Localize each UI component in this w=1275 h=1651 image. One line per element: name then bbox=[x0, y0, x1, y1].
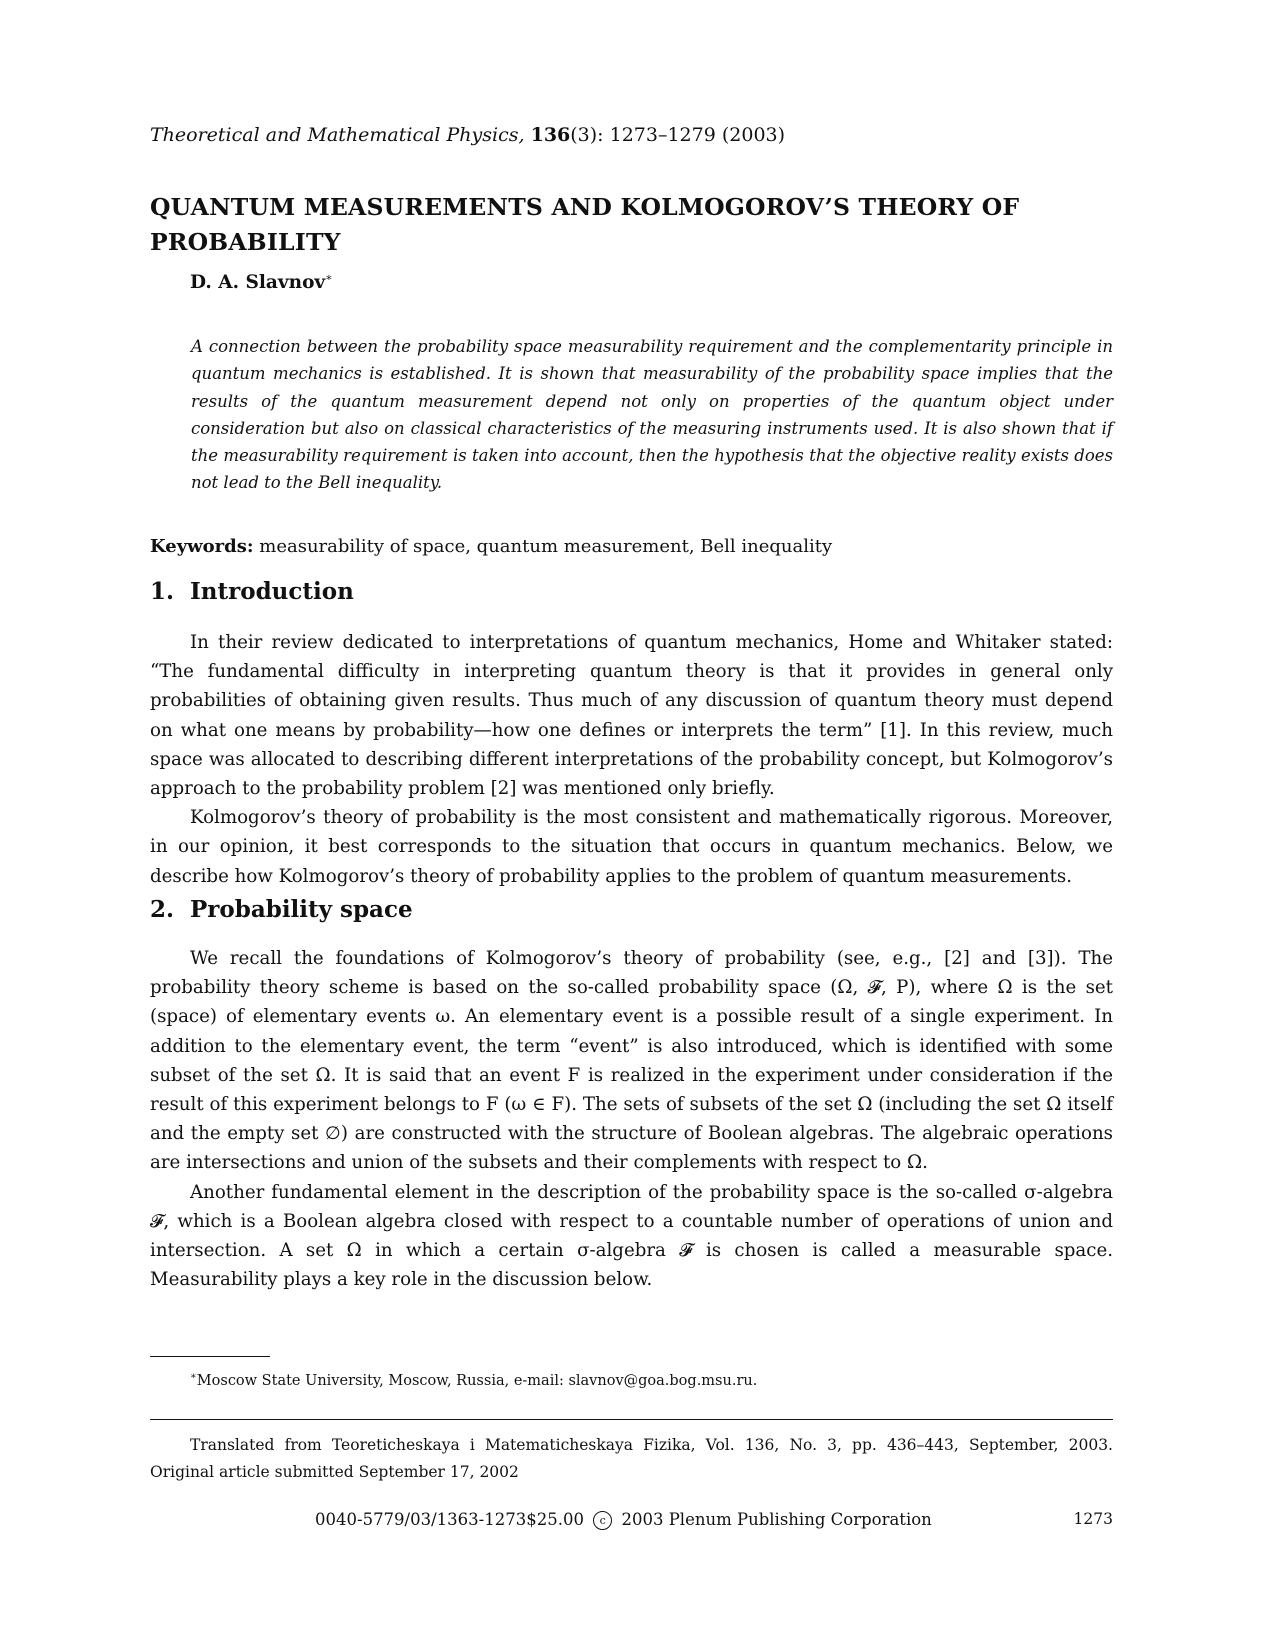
paragraph: Another fundamental element in the description of the probability space is the so-called σ-algebra 𝓕, which is a Boolean algebra closed with respect to a countable number of operations of union and intersection. A set Ω in which a certain σ-algebra 𝓕 is chosen is called a measurable space. Measurability plays a key role in the discussion below. bbox=[150, 1181, 1113, 1291]
keywords-text: measurability of space, quantum measurement, Bell inequality bbox=[259, 536, 833, 557]
section-title: Introduction bbox=[190, 578, 354, 605]
translation-divider bbox=[150, 1419, 1113, 1420]
section-heading-introduction bbox=[150, 578, 354, 605]
paragraph: We recall the foundations of Kolmogorov’s theory of probability (see, e.g., [2] and [3]). The probability theory scheme is based on the so-called probability space (Ω, 𝓕, P), where Ω is the set (space) of elementary events ω. An elementary event is a possible result of a single experiment. In addition to the elementary event, the term “event” is also introduced, which is identified with some subset of the set Ω. It is said that an event F is realized in the experiment under consideration if the result of this experiment belongs to F (ω ∈ F). The sets of subsets of the set Ω (including the set Ω itself and the empty set ∅) are constructed with the structure of Boolean algebras. The algebraic operations are intersections and union of the subsets and their complements with respect to Ω. bbox=[150, 948, 1113, 1174]
author-name: D. A. Slavnov bbox=[190, 272, 326, 294]
footnote-mark: ∗ bbox=[190, 1371, 197, 1382]
keywords bbox=[150, 536, 832, 557]
section-probability-space-body bbox=[150, 944, 1113, 1294]
journal-issue: (3): 1273–1279 (2003) bbox=[570, 124, 786, 146]
journal-volume: 136 bbox=[530, 124, 571, 146]
copyright-code: 0040-5779/03/1363-1273$25.00 bbox=[315, 1510, 584, 1529]
journal-citation bbox=[150, 124, 785, 146]
section-number: 1. bbox=[150, 578, 175, 605]
paper-title: QUANTUM MEASUREMENTS AND KOLMOGOROV’S THEORY OF PROBABILITY bbox=[150, 193, 1020, 256]
copyright-text: 2003 Plenum Publishing Corporation bbox=[621, 1510, 932, 1529]
section-title: Probability space bbox=[190, 896, 413, 923]
abstract: A connection between the probability space measurability requirement and the complementarity principle in quantum mechanics is established. It is shown that measurability of the probability space implies that the results of the quantum measurement depend not only on properties of the quantum object under consideration but also on classical characteristics of the measuring instruments used. It is also shown that if the measurability requirement is taken into account, then the hypothesis that the objective reality exists does not lead to the Bell inequality. bbox=[191, 337, 1113, 493]
paragraph: Kolmogorov’s theory of probability is the most consistent and mathematically rigorous. Moreover, in our opinion, it best corresponds to the situation that occurs in quantum mechanics. Below, we describe how Kolmogorov’s theory of probability applies to the problem of quantum measurements. bbox=[150, 807, 1113, 887]
footnote-text: Moscow State University, Moscow, Russia, e-mail: slavnov@goa.bog.msu.ru. bbox=[196, 1372, 758, 1389]
copyright-line bbox=[315, 1510, 932, 1530]
paragraph: In their review dedicated to interpretations of quantum mechanics, Home and Whitaker stated: “The fundamental difficulty in interpreting quantum theory is that it provides in general only probabilities of obtaining given results. Thus much of any discussion of quantum theory must depend on what one means by probability—how one defines or interprets the term” [1]. In this review, much space was allocated to describing different interpretations of the probability concept, but Kolmogorov’s approach to the probability problem [2] was mentioned only briefly. bbox=[150, 632, 1113, 800]
section-heading-probability-space bbox=[150, 896, 413, 923]
author-footnote-mark: ∗ bbox=[325, 271, 333, 284]
copyright-icon: c bbox=[593, 1511, 612, 1530]
section-number: 2. bbox=[150, 896, 175, 923]
author bbox=[190, 271, 333, 293]
page-number: 1273 bbox=[1073, 1510, 1113, 1528]
footnote bbox=[190, 1371, 757, 1389]
translation-note: Translated from Teoreticheskaya i Matematicheskaya Fizika, Vol. 136, No. 3, pp. 436–443, September, 2003. Original article submitted September 17, 2002 bbox=[150, 1436, 1113, 1481]
footnote-divider bbox=[150, 1356, 270, 1357]
section-introduction-body bbox=[150, 628, 1113, 891]
keywords-label: Keywords: bbox=[150, 536, 254, 557]
journal-name: Theoretical and Mathematical Physics, bbox=[150, 124, 525, 146]
